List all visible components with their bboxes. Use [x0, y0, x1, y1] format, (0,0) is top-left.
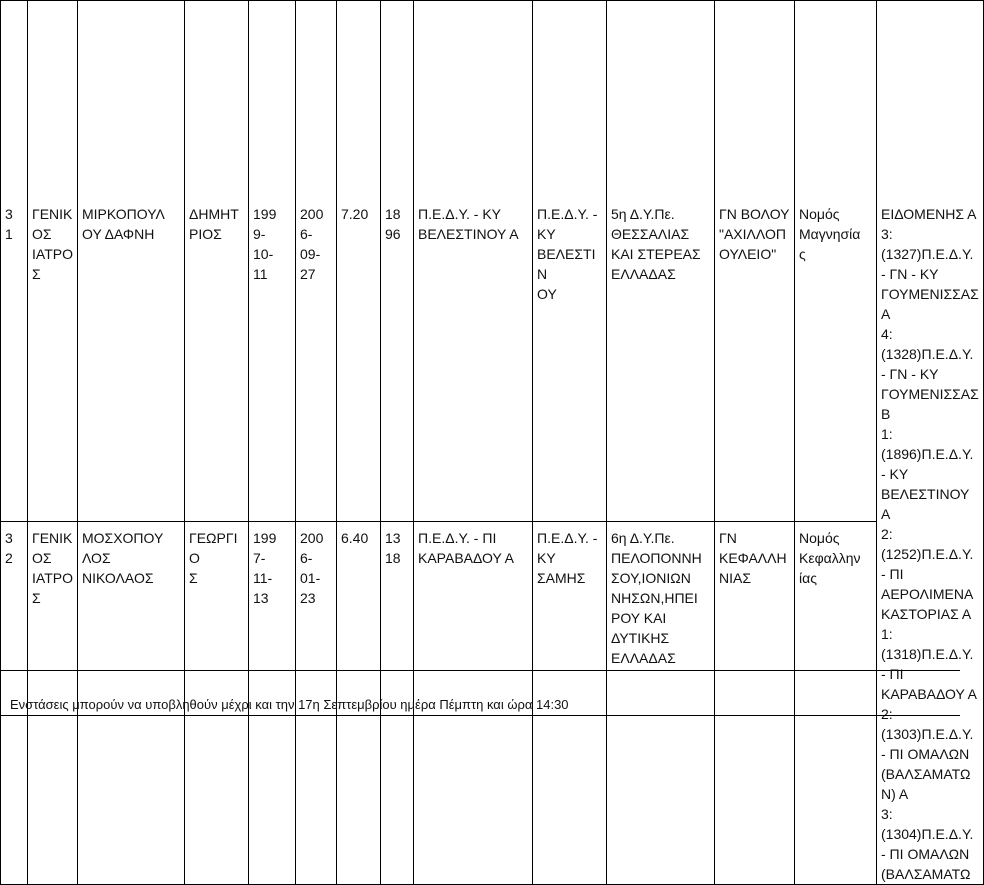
hospital-cell: ΓΝ ΚΕΦΑΛΛΗ ΝΙΑΣ	[715, 522, 795, 885]
specialty-cell: ΓΕΝΙΚ ΟΣ ΙΑΤΡΟ Σ	[28, 1, 78, 522]
prefecture-cell: Νομός Μαγνησία ς	[795, 1, 877, 522]
unit-cell: Π.Ε.Δ.Υ. - ΚΥ ΣΑΜΗΣ	[533, 522, 607, 885]
region-cell: 6η Δ.Υ.Πε. ΠΕΛΟΠΟΝΝΗ ΣΟΥ,ΙΟΝΙΩΝ ΝΗΣΩΝ,ΗΠΕΙ ΡΟΥ ΚΑΙ ΔΥΤΙΚΗΣ ΕΛΛΑΔΑΣ	[607, 522, 715, 885]
objections-deadline-note: Ενστάσεις μπορούν να υποβληθούν μέχρι και την 17η Σεπτεμβρίου ημέρα Πέμπτη και ώρα 14:30	[10, 697, 569, 712]
date-cell: 200 6- 01- 23	[296, 522, 337, 885]
footer-bar	[0, 670, 960, 716]
score-cell: 6.40	[337, 522, 381, 885]
row-index-cell: 3 2	[1, 522, 28, 885]
prefecture-cell: Νομός Κεφαλλην ίας	[795, 522, 877, 885]
specialty-cell: ΓΕΝΙΚ ΟΣ ΙΑΤΡΟ Σ	[28, 522, 78, 885]
position-cell: Π.Ε.Δ.Υ. - ΠΙ ΚΑΡΑΒΑΔΟΥ Α	[414, 522, 533, 885]
father-name-cell: ΔΗΜΗΤ ΡΙΟΣ	[185, 1, 249, 522]
code-cell: 13 18	[381, 522, 414, 885]
date-cell: 200 6- 09- 27	[296, 1, 337, 522]
unit-cell: Π.Ε.Δ.Υ. - ΚΥ ΒΕΛΕΣΤΙΝ ΟΥ	[533, 1, 607, 522]
date-cell: 199 7- 11- 13	[249, 522, 296, 885]
score-cell: 7.20	[337, 1, 381, 522]
hospital-cell: ΓΝ ΒΟΛΟΥ "ΑΧΙΛΛΟΠ ΟΥΛΕΙΟ"	[715, 1, 795, 522]
code-cell: 18 96	[381, 1, 414, 522]
date-cell: 199 9- 10- 11	[249, 1, 296, 522]
row-index-cell: 3 1	[1, 1, 28, 522]
region-cell: 5η Δ.Υ.Πε. ΘΕΣΣΑΛΙΑΣ ΚΑΙ ΣΤΕΡΕΑΣ ΕΛΛΑΔΑΣ	[607, 1, 715, 522]
table-row	[1, 1, 984, 522]
preferences-cell: ΕΙΔΟΜΕΝΗΣ Α 3: (1327)Π.Ε.Δ.Υ. - ΓΝ - ΚΥ ΓΟΥΜΕΝΙΣΣΑΣ Α 4: (1328)Π.Ε.Δ.Υ. - ΓΝ - ΚΥ ΓΟΥΜΕΝΙΣΣΑΣ Β 1: (1896)Π.Ε.Δ.Υ. - ΚΥ ΒΕΛΕΣΤΙΝΟΥ Α 2: (1252)Π.Ε.Δ.Υ. - ΠΙ ΑΕΡΟΛΙΜΕΝΑ ΚΑΣΤΟΡΙΑΣ Α 1: (1318)Π.Ε.Δ.Υ. - ΠΙ ΚΑΡΑΒΑΔΟΥ Α 2: (1303)Π.Ε.Δ.Υ. - ΠΙ ΟΜΑΛΩΝ (ΒΑΛΣΑΜΑΤΩ Ν) Α 3: (1304)Π.Ε.Δ.Υ. - ΠΙ ΟΜΑΛΩΝ (ΒΑΛΣΑΜΑΤΩ	[877, 1, 984, 885]
surname-cell: ΜΙΡΚΟΠΟΥΛ ΟΥ ΔΑΦΝΗ	[78, 1, 185, 522]
surname-cell: ΜΟΣΧΟΠΟΥ ΛΟΣ ΝΙΚΟΛΑΟΣ	[78, 522, 185, 885]
father-name-cell: ΓΕΩΡΓΙΟ Σ	[185, 522, 249, 885]
position-cell: Π.Ε.Δ.Υ. - ΚΥ ΒΕΛΕΣΤΙΝΟΥ Α	[414, 1, 533, 522]
